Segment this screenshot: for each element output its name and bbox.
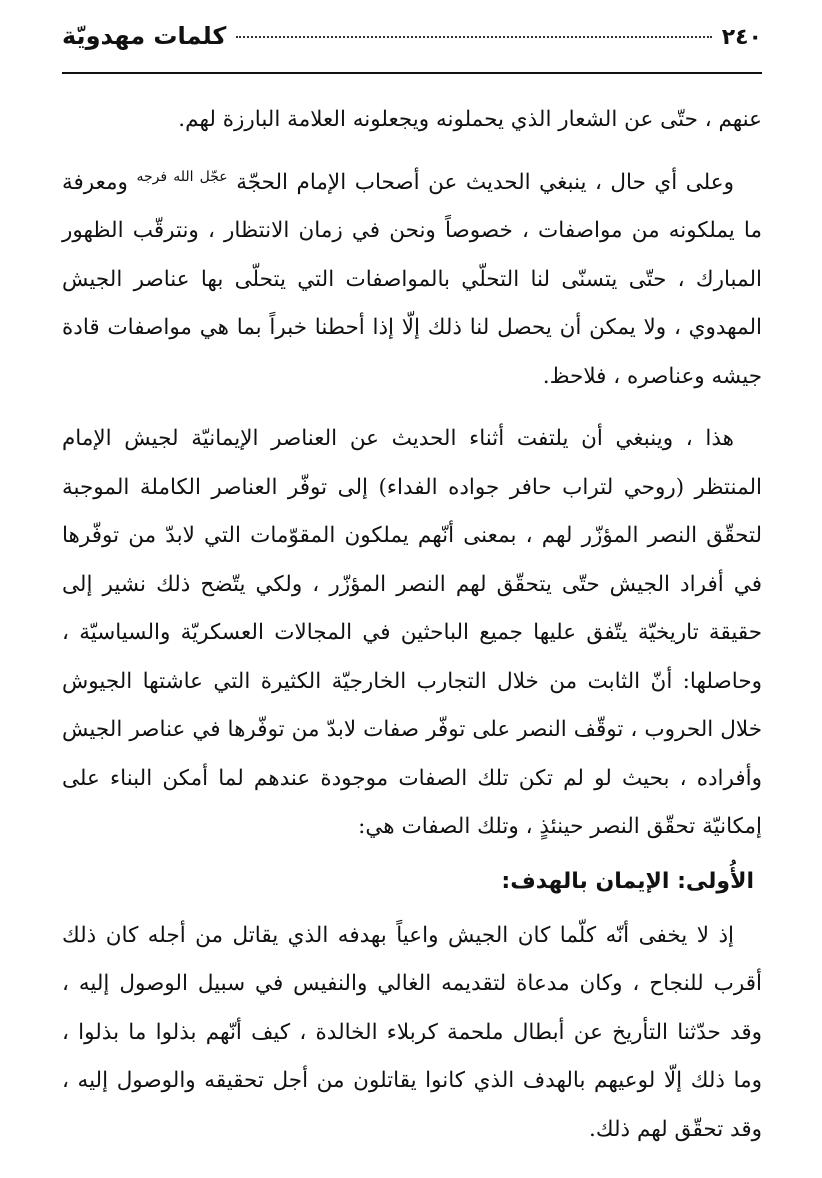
page-body — [62, 96, 762, 1154]
running-title: كلمات مهدويّة — [62, 22, 227, 50]
page-header — [62, 22, 762, 74]
paragraph-army-elements: هذا ، وينبغي أن يلتفت أثناء الحديث عن العناصر الإيمانيّة لجيش الإمام المنتظر (روحي لتراب حافر جواده الفداء) إلى توفّر العناصر الكاملة الموجبة لتحقّق النصر المؤزّر لهم ، بمعنى أنّهم يملكون المقوّمات التي لابدّ من توفّرها في أفراد الجيش حتّى يتحقّق لهم النصر المؤزّر ، ولكي يتّضح ذلك نشير إلى حقيقة تاريخيّة يتّفق عليها جميع الباحثين في المجالات العسكريّة والسياسيّة ، وحاصلها: أنّ الثابت من خلال التجارب الخارجيّة الكثيرة التي عاشتها الجيوش خلال الحروب ، توقّف النصر على توفّر صفات لابدّ من توفّرها في عناصر الجيش وأفراده ، بحيث لو لم تكن تلك الصفات موجودة عندهم لما أمكن البناء على إمكانيّة تحقّق النصر حينئذٍ ، وتلك الصفات هي: — [62, 426, 762, 839]
paragraph-companions — [62, 159, 762, 402]
book-page — [62, 22, 762, 1154]
header-dotted-leader — [236, 36, 711, 38]
honorific-symbol: عجّل الله فرجه — [136, 168, 228, 185]
section-heading: الأُولى: الإيمان بالهدف: — [501, 868, 754, 894]
paragraph-text: ومعرفة ما يملكونه من مواصفات ، خصوصاً ونحن في زمان الانتظار ، ونترقّب الظهور المبارك ، حتّى يتسنّى لنا التحلّي بالمواصفات التي يتحلّى بها عناصر الجيش المهدوي ، ولا يمكن أن يحصل لنا ذلك إلّا إذا أحطنا خبراً بما هي مواصفات قادة جيشه وعناصره ، فلاحظ. — [62, 169, 762, 389]
paragraph-faith-in-goal: إذ لا يخفى أنّه كلّما كان الجيش واعياً بهدفه الذي يقاتل من أجله كان ذلك أقرب للنجاح ، وكان مدعاة لتقديمه الغالي والنفيس في سبيل الوصول إليه ، وقد حدّثنا التأريخ عن أبطال ملحمة كربلاء الخالدة ، كيف أنّهم بذلوا ما بذلوا ، وما ذلك إلّا لوعيهم بالهدف الذي كانوا يقاتلون من أجل تحقيقه والوصول إليه ، وقد تحقّق لهم ذلك. — [62, 922, 762, 1142]
paragraph-text: وعلى أي حال ، ينبغي الحديث عن أصحاب الإمام الحجّة — [236, 169, 735, 195]
page-number: ٢٤٠ — [721, 25, 762, 50]
paragraph-continuation: عنهم ، حتّى عن الشعار الذي يحملونه ويجعلونه العلامة البارزة لهم. — [178, 107, 762, 132]
